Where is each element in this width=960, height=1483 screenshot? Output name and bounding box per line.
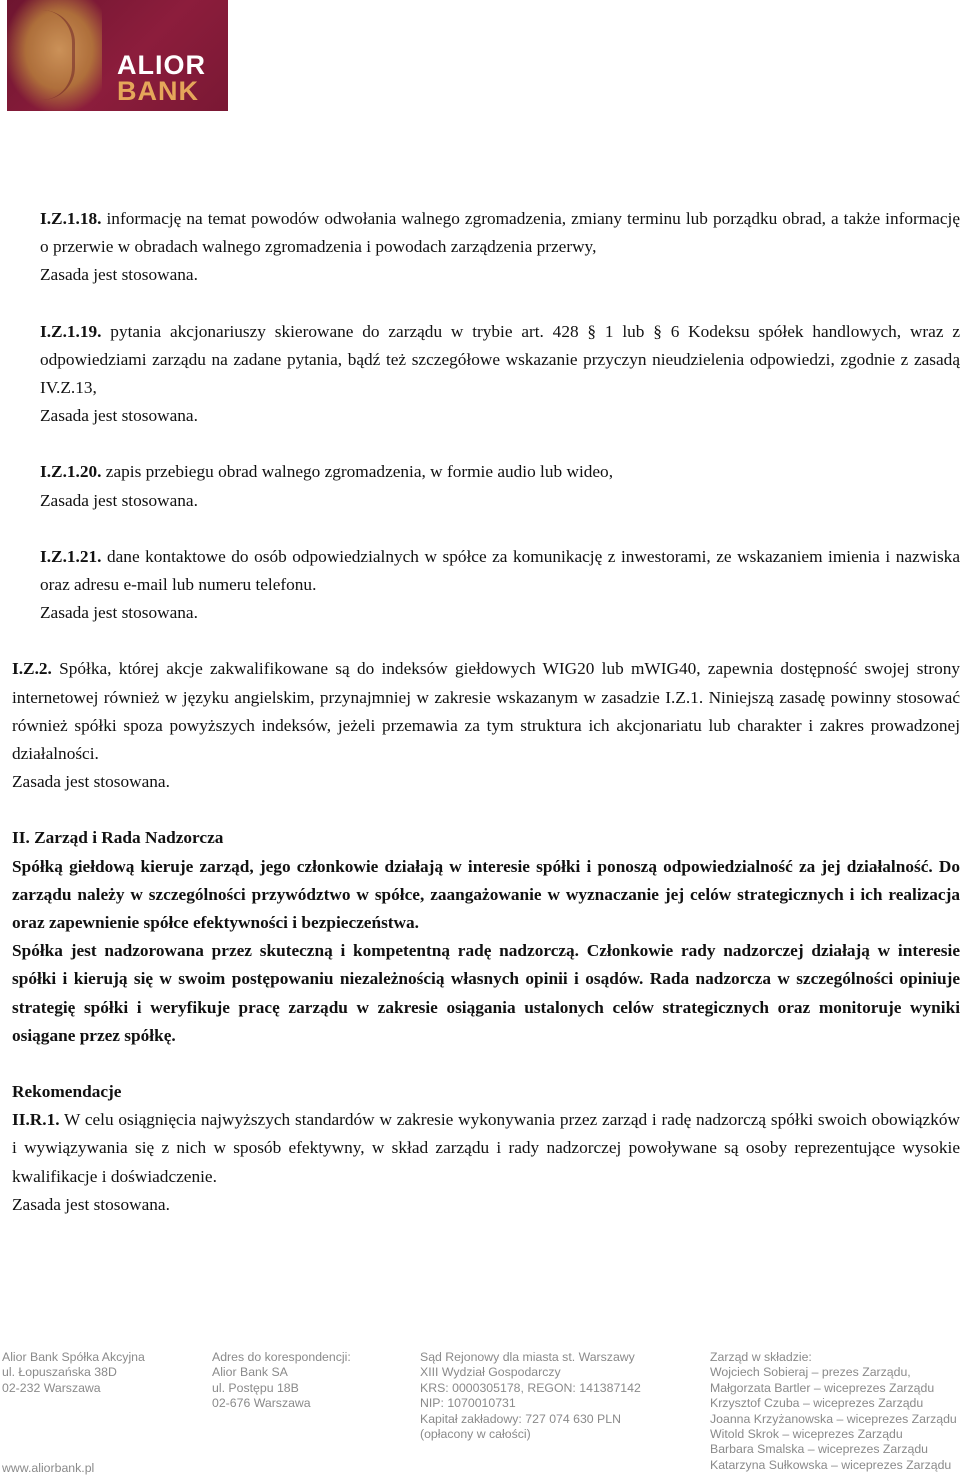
principle-code: I.Z.2.: [12, 659, 52, 679]
footer-board: [710, 1350, 957, 1473]
principle-status: Zasada jest stosowana.: [40, 603, 198, 623]
footer-line: Sąd Rejonowy dla miasta st. Warszawy: [420, 1350, 635, 1364]
principle-status: Zasada jest stosowana.: [12, 772, 170, 792]
footer-line: Zarząd w składzie:: [710, 1350, 812, 1364]
principle-i-z-1-20: [12, 458, 960, 514]
principle-status: Zasada jest stosowana.: [40, 490, 198, 510]
recommendations: [12, 1078, 960, 1219]
principle-code: I.Z.1.19.: [40, 321, 102, 341]
principle-text: informację na temat powodów odwołania walnego zgromadzenia, zmiany terminu lub porządku obrad, a także informację o przerwie w obradach walnego zgromadzenia i powodach zarządzenia przerwy,: [40, 209, 960, 257]
footer-line: Wojciech Sobieraj – prezes Zarządu,: [710, 1365, 911, 1380]
footer-company: [2, 1350, 145, 1396]
page-footer: [0, 1350, 960, 1483]
recommendation-text: W celu osiągnięcia najwyższych standardów w zakresie wykonywania przez zarząd i radę nadzorczą spółki swoich obowiązków i wywiązywania się z nich w sposób efektywny, w skład zarządu i rady nadzorczej powoływane są osoby reprezentujące wysokie kwalifikacje i doświadczenie.: [12, 1110, 960, 1186]
principle-code: I.Z.1.21.: [40, 546, 102, 566]
footer-line: Małgorzata Bartler – wiceprezes Zarządu: [710, 1380, 935, 1395]
section-title: Zarząd i Rada Nadzorcza: [34, 828, 224, 848]
footer-website-link[interactable]: www.aliorbank.pl: [2, 1461, 95, 1475]
principle-i-z-1-18: [12, 205, 960, 290]
section-ii: [12, 824, 960, 1050]
footer-line: (opłacony w całości): [420, 1427, 531, 1442]
logo-head-emblem: [7, 0, 102, 111]
principle-i-z-1-21: [12, 543, 960, 628]
footer-line: Barbara Smalska – wiceprezes Zarządu: [710, 1442, 929, 1457]
principle-text: Spółka, której akcje zakwalifikowane są do indeksów giełdowych WIG20 lub mWIG40, zapewnia dostępność swojej strony internetowej również w języku angielskim, przynajmniej w zakresie wskazanym w zasadzie I.Z.1. Niniejszą zasadę powinny stosować również spółki spoza powyższych indeksów, jeżeli przemawia za tym struktura ich akcjonariatu lub charakter i zakres prowadzonej działalności.: [12, 659, 960, 764]
footer-registry: [420, 1350, 641, 1442]
principle-i-z-1-19: [12, 318, 960, 431]
recommendation-status: Zasada jest stosowana.: [12, 1194, 170, 1214]
footer-line: ul. Łopuszańska 38D: [2, 1365, 117, 1380]
footer-line: XIII Wydział Gospodarczy: [420, 1365, 561, 1380]
document-body: [12, 205, 960, 1219]
section-heading: [12, 824, 960, 852]
principle-text: pytania akcjonariuszy skierowane do zarządu w trybie art. 428 § 1 lub § 6 Kodeksu spółek handlowych, wraz z odpowiedziami zarządu na zadane pytania, bądź też szczegółowe wskazanie przyczyn nieudzielenia odpowiedzi, zgodnie z zasadą IV.Z.13,: [40, 321, 960, 398]
footer-line: Katarzyna Sułkowska – wiceprezes Zarządu: [710, 1457, 952, 1472]
principle-code: I.Z.1.18.: [40, 209, 102, 228]
section-intro-1: Spółką giełdową kieruje zarząd, jego członkowie działają w interesie spółki i ponoszą odpowiedzialność za jej działalność. Do zarządu należy w szczególności przywództwo w spółce, zaangażowanie w wyznaczanie jej celów strategicznych i ich realizacja oraz zapewnienie spółce efektywności i bezpieczeństwa.: [12, 856, 960, 933]
footer-line: KRS: 0000305178, REGON: 141387142: [420, 1380, 641, 1395]
section-code: II.: [12, 828, 30, 848]
footer-line: Adres do korespondencji:: [212, 1350, 351, 1364]
recommendation-code: II.R.1.: [12, 1110, 60, 1130]
footer-correspondence: [212, 1350, 351, 1412]
recommendations-heading: Rekomendacje: [12, 1082, 122, 1102]
footer-line: Alior Bank Spółka Akcyjna: [2, 1350, 145, 1364]
principle-status: Zasada jest stosowana.: [40, 265, 198, 285]
footer-line: 02-676 Warszawa: [212, 1396, 311, 1411]
principle-text: dane kontaktowe do osób odpowiedzialnych w spółce za komunikację z inwestorami, ze wskazaniem imienia i nazwiska oraz adresu e-mail lub numeru telefonu.: [40, 546, 960, 595]
footer-line: ul. Postępu 18B: [212, 1380, 299, 1395]
alior-bank-logo: [7, 0, 228, 111]
footer-line: Kapitał zakładowy: 727 074 630 PLN: [420, 1411, 621, 1426]
logo-text-bank: BANK: [117, 76, 199, 106]
footer-line: Krzysztof Czuba – wiceprezes Zarządu: [710, 1396, 924, 1411]
footer-line: Joanna Krzyżanowska – wiceprezes Zarządu: [710, 1411, 957, 1426]
footer-line: NIP: 1070010731: [420, 1396, 516, 1411]
principle-text: zapis przebiegu obrad walnego zgromadzenia, w formie audio lub wideo,: [105, 462, 614, 482]
footer-line: 02-232 Warszawa: [2, 1380, 101, 1395]
principle-code: I.Z.1.20.: [40, 462, 102, 482]
footer-line: Witold Skrok – wiceprezes Zarządu: [710, 1427, 903, 1442]
principle-i-z-2: [12, 655, 960, 796]
principle-status: Zasada jest stosowana.: [40, 406, 198, 426]
section-intro-2: Spółka jest nadzorowana przez skuteczną i kompetentną radę nadzorczą. Członkowie rady nadzorczej działają w interesie spółki i kierują się w swoim postępowaniu niezależnością własnych opinii i osądów. Rada nadzorcza w szczególności opiniuje strategię spółki i weryfikuje pracę zarządu w zakresie osiągania ustalonych celów strategicznych oraz monitoruje wyniki osiągane przez spółkę.: [12, 941, 960, 1045]
footer-line: Alior Bank SA: [212, 1365, 288, 1380]
logo-text-alior: ALIOR: [117, 50, 206, 80]
